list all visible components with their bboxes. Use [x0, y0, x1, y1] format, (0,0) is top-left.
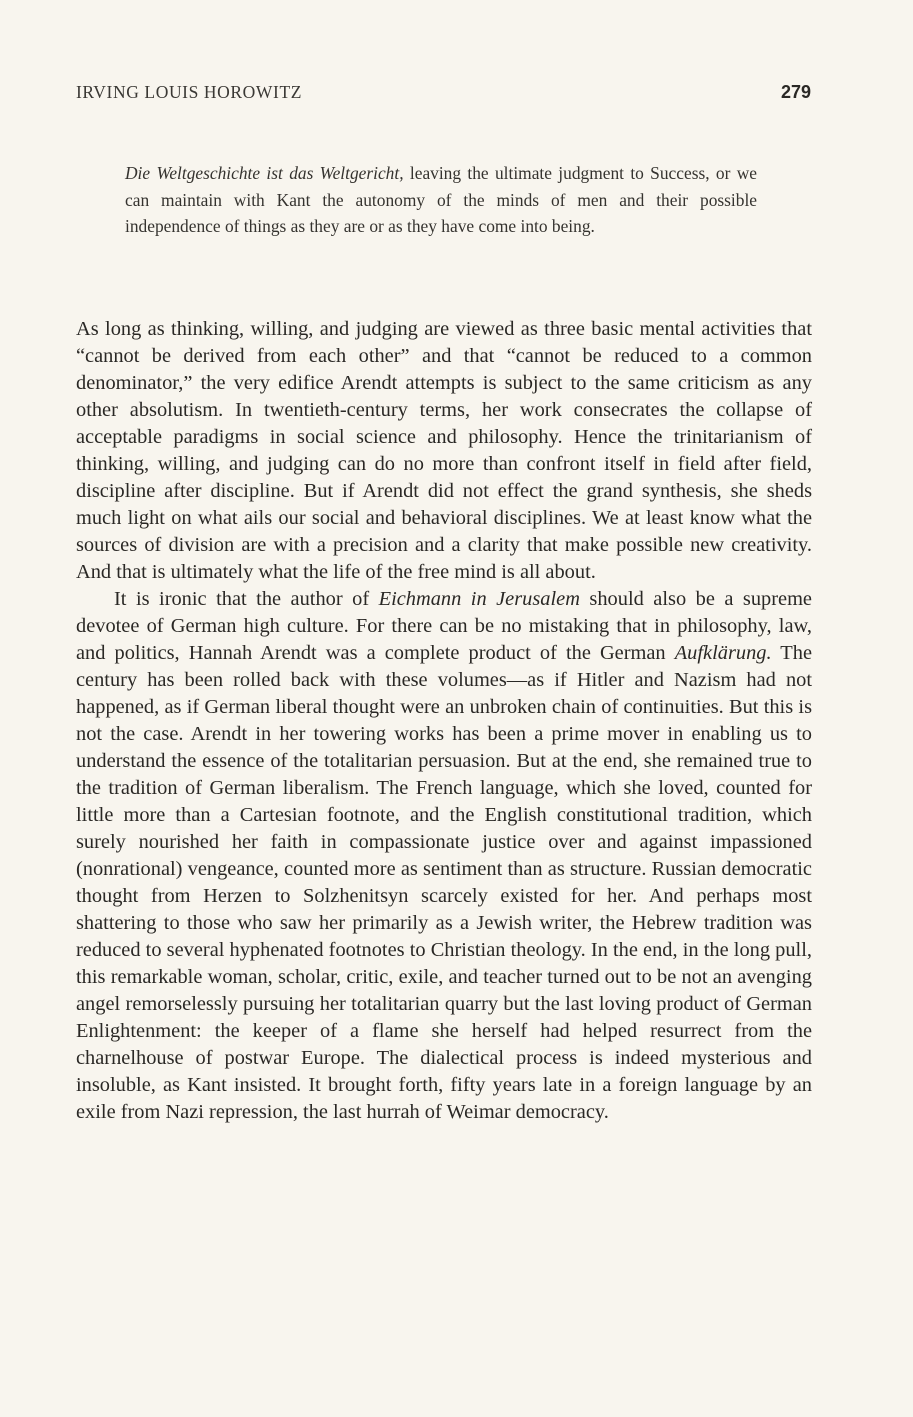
running-head [76, 82, 811, 106]
book-title-eichmann: Eichmann in Jerusalem [378, 588, 580, 610]
paragraph-1-text: As long as thinking, willing, and judging are viewed as three basic mental activities that “cannot be derived from each other” and that “cannot be reduced to a common denominator,” the very edifice Arendt attempts is subject to the same criticism as any other absolutism. In twentieth-century terms, her work consecrates the collapse of acceptable paradigms in social science and philosophy. Hence the trinitarianism of thinking, willing, and judging can do no more than confront itself in field after field, discipline after discipline. But if Arendt did not effect the grand synthesis, she sheds much light on what ails our social and behavioral disciplines. We at least know what the sources of division are with a precision and a clarity that make possible new creativity. And that is ultimately what the life of the free mind is all about. [76, 318, 812, 583]
paragraph-2-text-c: The century has been rolled back with these volumes—as if Hitler and Nazism had not happened, as if German liberal thought were an unbroken chain of continuities. But this is not the case. Arendt in her towering works has been a prime mover in enabling us to understand the essence of the totalitarian persuasion. But at the end, she remained true to the tradition of German liberalism. The French language, which she loved, counted for little more than a Cartesian footnote, and the English constitutional tradition, which surely nourished her faith in compassionate justice over and against impassioned (nonrational) vengeance, counted more as sentiment than as structure. Russian democratic thought from Herzen to Solzhenitsyn scarcely existed for her. And perhaps most shattering to those who saw her primarily as a Jewish writer, the Hebrew tradition was reduced to several hyphenated footnotes to Christian theology. In the end, in the long pull, this remarkable woman, scholar, critic, exile, and teacher turned out to be not an avenging angel remorselessly pursuing her totalitarian quarry but the last loving product of German Enlightenment: the keeper of a flame she herself had helped resurrect from the charnelhouse of postwar Europe. The dialectical process is indeed mysterious and insoluble, as Kant insisted. It brought forth, fifty years late in a foreign language by an exile from Nazi repression, the last hurrah of Weimar democracy. [76, 642, 812, 1123]
paragraph-2-text-b: should also be a supreme devotee of German high culture. For there can be no mistaking that in philosophy, law, and politics, Hannah Arendt was a complete product of the German [76, 588, 812, 664]
block-quote [125, 160, 757, 240]
block-quote-paragraph [125, 160, 757, 240]
body-text [76, 316, 812, 1126]
block-quote-italic-phrase: Die Weltgeschichte ist das Weltgericht, [125, 163, 404, 183]
block-quote-text: leaving the ultimate judgment to Success, or we can maintain with Kant the autonomy of the minds of men and their possible independence of things as they are or as they have come into being. [125, 163, 757, 237]
paragraph-2 [76, 586, 812, 1126]
term-aufklarung: Aufklärung. [674, 642, 772, 664]
paragraph-1 [76, 316, 812, 586]
paragraph-2-text-a: It is ironic that the author of [114, 588, 379, 610]
running-head-author: IRVING LOUIS HOROWITZ [76, 82, 303, 102]
page-number: 279 [780, 82, 811, 102]
